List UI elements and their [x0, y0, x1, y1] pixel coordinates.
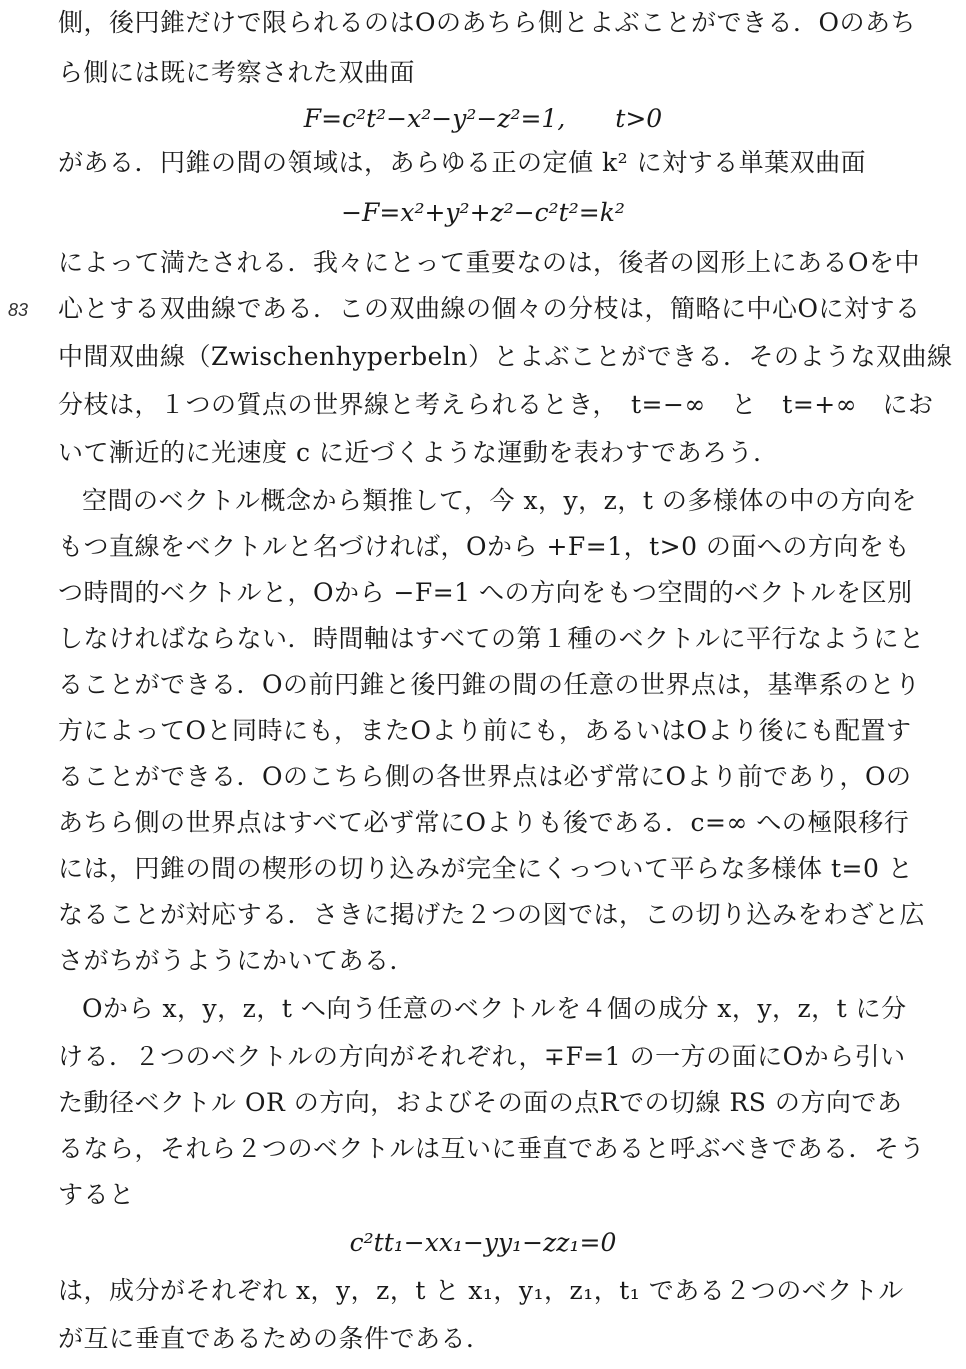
text-line: さがちがうようにかいてある．	[58, 946, 416, 975]
text-line: には，円錐の間の楔形の切り込みが完全にくっついて平らな多様体 t=0 と	[58, 854, 914, 883]
text-line: 方によってOと同時にも，またOより前にも，あるいはOより後にも配置す	[58, 716, 912, 745]
text-line: 心とする双曲線である．この双曲線の個々の分枝は，簡略に中心Oに対する	[58, 294, 921, 323]
text-line: ることができる．Oの前円錐と後円錐の間の任意の世界点は，基準系のとり	[58, 670, 921, 699]
text-line: つ時間的ベクトルと，Oから −F=1 への方向をもつ空間的ベクトルを区別	[58, 578, 913, 607]
text-line: は，成分がそれぞれ x，y，z，t と x₁，y₁，z₁，t₁ である２つのベクトル	[58, 1276, 904, 1305]
text-line: ら側には既に考察された双曲面	[58, 58, 416, 87]
equation: F=c²t²−x²−y²−z²=1, t>0	[303, 104, 663, 133]
text-line: Oから x，y，z，t へ向う任意のベクトルを４個の成分 x，y，z，t に分	[82, 994, 907, 1023]
text-line: すると	[58, 1180, 135, 1209]
margin-page-number: 83	[8, 300, 29, 320]
text-line: しなければならない．時間軸はすべての第１種のベクトルに平行なようにと	[58, 624, 925, 653]
text-line: るなら，それら２つのベクトルは互いに垂直であると呼ぶべきである．そう	[58, 1134, 926, 1163]
text-line: ける．２つのベクトルの方向がそれぞれ，∓F=1 の一方の面にOから引い	[58, 1042, 906, 1071]
text-line: 中間双曲線（Zwischenhyperbeln）とよぶことができる．そのような双曲線	[58, 342, 953, 371]
equation: c²tt₁−xx₁−yy₁−zz₁=0	[349, 1228, 617, 1257]
text-line: もつ直線をベクトルと名づければ，Oから +F=1，t>0 の面への方向をも	[58, 532, 910, 561]
text-line: 側，後円錐だけで限られるのはOのあちら側とよぶことができる．Oのあち	[58, 8, 916, 37]
text-line: なることが対応する．さきに掲げた２つの図では，この切り込みをわざと広	[58, 900, 926, 929]
text-line: ることができる．Oのこちら側の各世界点は必ず常にOより前であり，Oの	[58, 762, 912, 791]
text-line: あちら側の世界点はすべて必ず常にOよりも後である．c=∞ への極限移行	[58, 808, 910, 837]
text-line: いて漸近的に光速度 c に近づくような運動を表わすであろう．	[58, 438, 779, 467]
text-line: がある．円錐の間の領域は，あらゆる正の定値 k² に対する単葉双曲面	[58, 148, 867, 177]
equation: −F=x²+y²+z²−c²t²=k²	[341, 198, 625, 227]
text-line: が互に垂直であるための条件である．	[58, 1324, 492, 1353]
text-line: 分枝は，１つの質点の世界線と考えられるとき， t=−∞ と t=+∞ にお	[58, 390, 934, 419]
text-line: によって満たされる．我々にとって重要なのは，後者の図形上にあるOを中	[58, 248, 920, 277]
text-line: 空間のベクトル概念から類推して，今 x，y，z，t の多様体の中の方向を	[82, 486, 917, 515]
text-line: た動径ベクトル OR の方向，およびその面の点Rでの切線 RS の方向であ	[58, 1088, 903, 1117]
